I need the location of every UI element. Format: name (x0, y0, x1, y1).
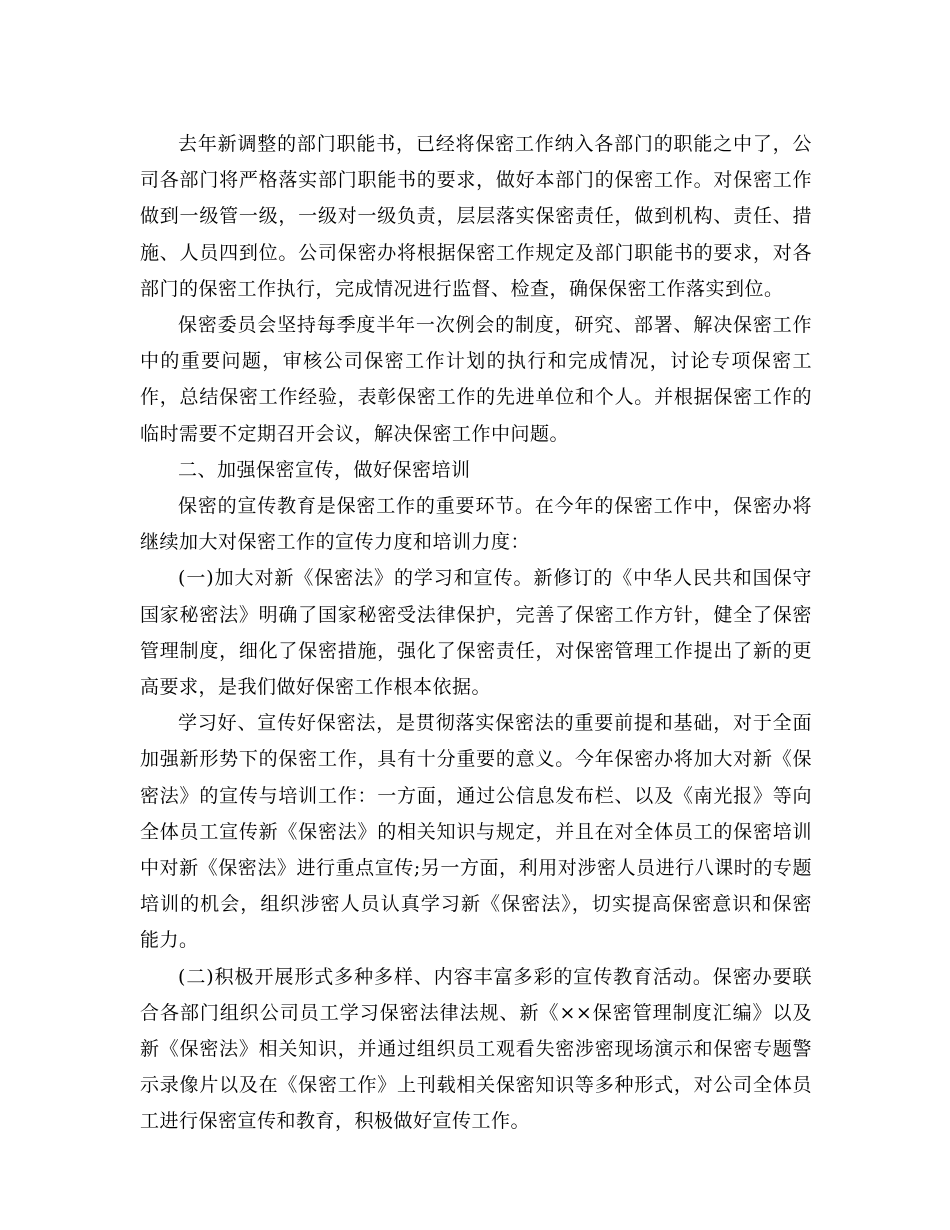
document-body (140, 126, 812, 1140)
paragraph-study-secrecy-law: 学习好、宣传好保密法，是贯彻落实保密法的重要前提和基础，对于全面加强新形势下的保密工作，具有十分重要的意义。今年保密办将加大对新《保密法》的宣传与培训工作：一方面，通过公信息发布栏、以及《南光报》等向全体员工宣传新《保密法》的相关知识与规定，并且在对全体员工的保密培训中对新《保密法》进行重点宣传;另一方面，利用对涉密人员进行八课时的专题培训的机会，组织涉密人员认真学习新《保密法》，切实提高保密意识和保密能力。 (140, 712, 812, 952)
paragraph-new-secrecy-law: (一)加大对新《保密法》的学习和宣传。新修订的《中华人民共和国保守国家秘密法》明确了国家秘密受法律保护，完善了保密工作方针，健全了保密管理制度，细化了保密措施，强化了保密责任，对保密管理工作提出了新的更高要求，是我们做好保密工作根本依据。 (140, 567, 812, 699)
paragraph-publicity-intro: 保密的宣传教育是保密工作的重要环节。在今年的保密工作中，保密办将继续加大对保密工作的宣传力度和培训力度： (140, 495, 812, 554)
paragraph-education-activities: (二)积极开展形式多种多样、内容丰富多彩的宣传教育活动。保密办要联合各部门组织公司员工学习保密法律法规、新《××保密管理制度汇编》以及新《保密法》相关知识，并通过组织员工观看失密涉密现场演示和保密专题警示录像片以及在《保密工作》上刊载相关保密知识等多种形式，对公司全体员工进行保密宣传和教育，积极做好宣传工作。 (140, 965, 812, 1133)
section-heading-publicity-training: 二、加强保密宣传，做好保密培训 (178, 458, 471, 481)
paragraph-committee-meetings: 保密委员会坚持每季度半年一次例会的制度，研究、部署、解决保密工作中的重要问题，审核公司保密工作计划的执行和完成情况，讨论专项保密工作，总结保密工作经验，表彰保密工作的先进单位和个人。并根据保密工作的临时需要不定期召开会议，解决保密工作中问题。 (140, 314, 812, 445)
paragraph-responsibility: 去年新调整的部门职能书，已经将保密工作纳入各部门的职能之中了，公司各部门将严格落实部门职能书的要求，做好本部门的保密工作。对保密工作做到一级管一级，一级对一级负责，层层落实保密责任，做到机构、责任、措施、人员四到位。公司保密办将根据保密工作规定及部门职能书的要求，对各部门的保密工作执行，完成情况进行监督、检查，确保保密工作落实到位。 (140, 133, 812, 300)
